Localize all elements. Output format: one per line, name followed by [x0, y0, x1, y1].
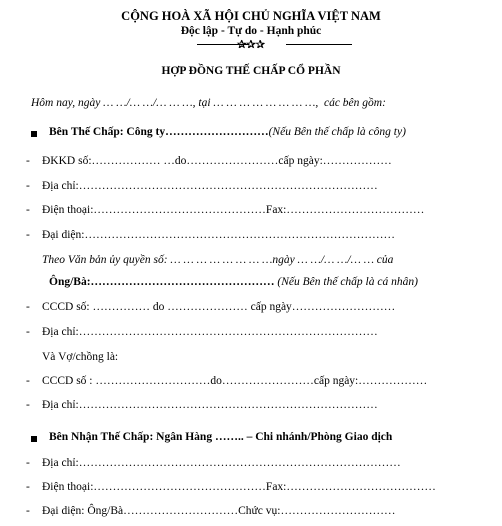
pledgor-heading-row — [49, 127, 406, 139]
authorization-line: Theo Văn bản ủy quyền số: … … … … … … … …ngày … …/… …/… … của — [42, 254, 394, 266]
spouse-label: Và Vợ/chồng là: — [42, 351, 119, 363]
spouse-address-line: Địa chỉ:…………………………………………………………………… — [42, 399, 378, 411]
list-dash: - — [26, 326, 30, 338]
motto-divider — [0, 38, 502, 52]
business-registration-line: ĐKKD số:……………… …do……………………cấp ngày:……………… — [42, 155, 392, 167]
pledgee-address-line: Địa chỉ:………………………………………………………………………… — [42, 457, 401, 469]
pledgor-heading-note: (Nếu Bên thế chấp là công ty) — [268, 126, 406, 138]
spouse-id-line: CCCD số : …………………………do……………………cấp ngày:……………… — [42, 375, 428, 387]
divider-line-right — [286, 44, 352, 45]
stars-ornament: ✰✰✰ — [237, 39, 265, 51]
section-bullet — [31, 436, 37, 442]
individual-row — [49, 277, 418, 289]
intro-line: Hôm nay, ngày … …/… …/… … …, tại … … … … … … … …, các bên gồm: — [31, 97, 386, 109]
list-dash: - — [26, 399, 30, 411]
national-heading: CỘNG HOÀ XÃ HỘI CHỦ NGHĨA VIỆT NAM — [121, 9, 381, 23]
list-dash: - — [26, 155, 30, 167]
list-dash: - — [26, 229, 30, 241]
pledgee-heading: Bên Nhận Thế Chấp: Ngân Hàng …….. – Chi nhánh/Phòng Giao dịch — [49, 431, 393, 443]
pledgor-representative-line: Đại diện:……………………………………………………………………… — [42, 229, 395, 241]
list-dash: - — [26, 375, 30, 387]
list-dash: - — [26, 301, 30, 313]
pledgee-representative-line: Đại diện: Ông/Bà…………………………Chức vụ:………………………… — [42, 505, 396, 517]
list-dash: - — [26, 505, 30, 517]
pledgor-heading: Bên Thế Chấp: Công ty……………………… — [49, 126, 269, 138]
individual-label: Ông/Bà:………………………………………… — [49, 276, 275, 288]
national-motto: Độc lập - Tự do - Hạnh phúc — [180, 25, 322, 37]
id-address-line: Địa chỉ:…………………………………………………………………… — [42, 326, 378, 338]
pledgee-phone-line: Điện thoại:………………………………………Fax:………………………………… — [42, 481, 436, 493]
id-card-line: CCCD số: …………… do ………………… cấp ngày……………………… — [42, 301, 396, 313]
list-dash: - — [26, 204, 30, 216]
pledgor-phone-line: Điện thoại:………………………………………Fax:……………………………… — [42, 204, 425, 216]
pledgor-address-line: Địa chỉ:…………………………………………………………………… — [42, 180, 378, 192]
list-dash: - — [26, 180, 30, 192]
list-dash: - — [26, 481, 30, 493]
individual-note: (Nếu Bên thế chấp là cá nhân) — [274, 276, 418, 288]
document-title: HỢP ĐỒNG THẾ CHẤP CỔ PHẦN — [161, 65, 341, 77]
section-bullet — [31, 131, 37, 137]
list-dash: - — [26, 457, 30, 469]
